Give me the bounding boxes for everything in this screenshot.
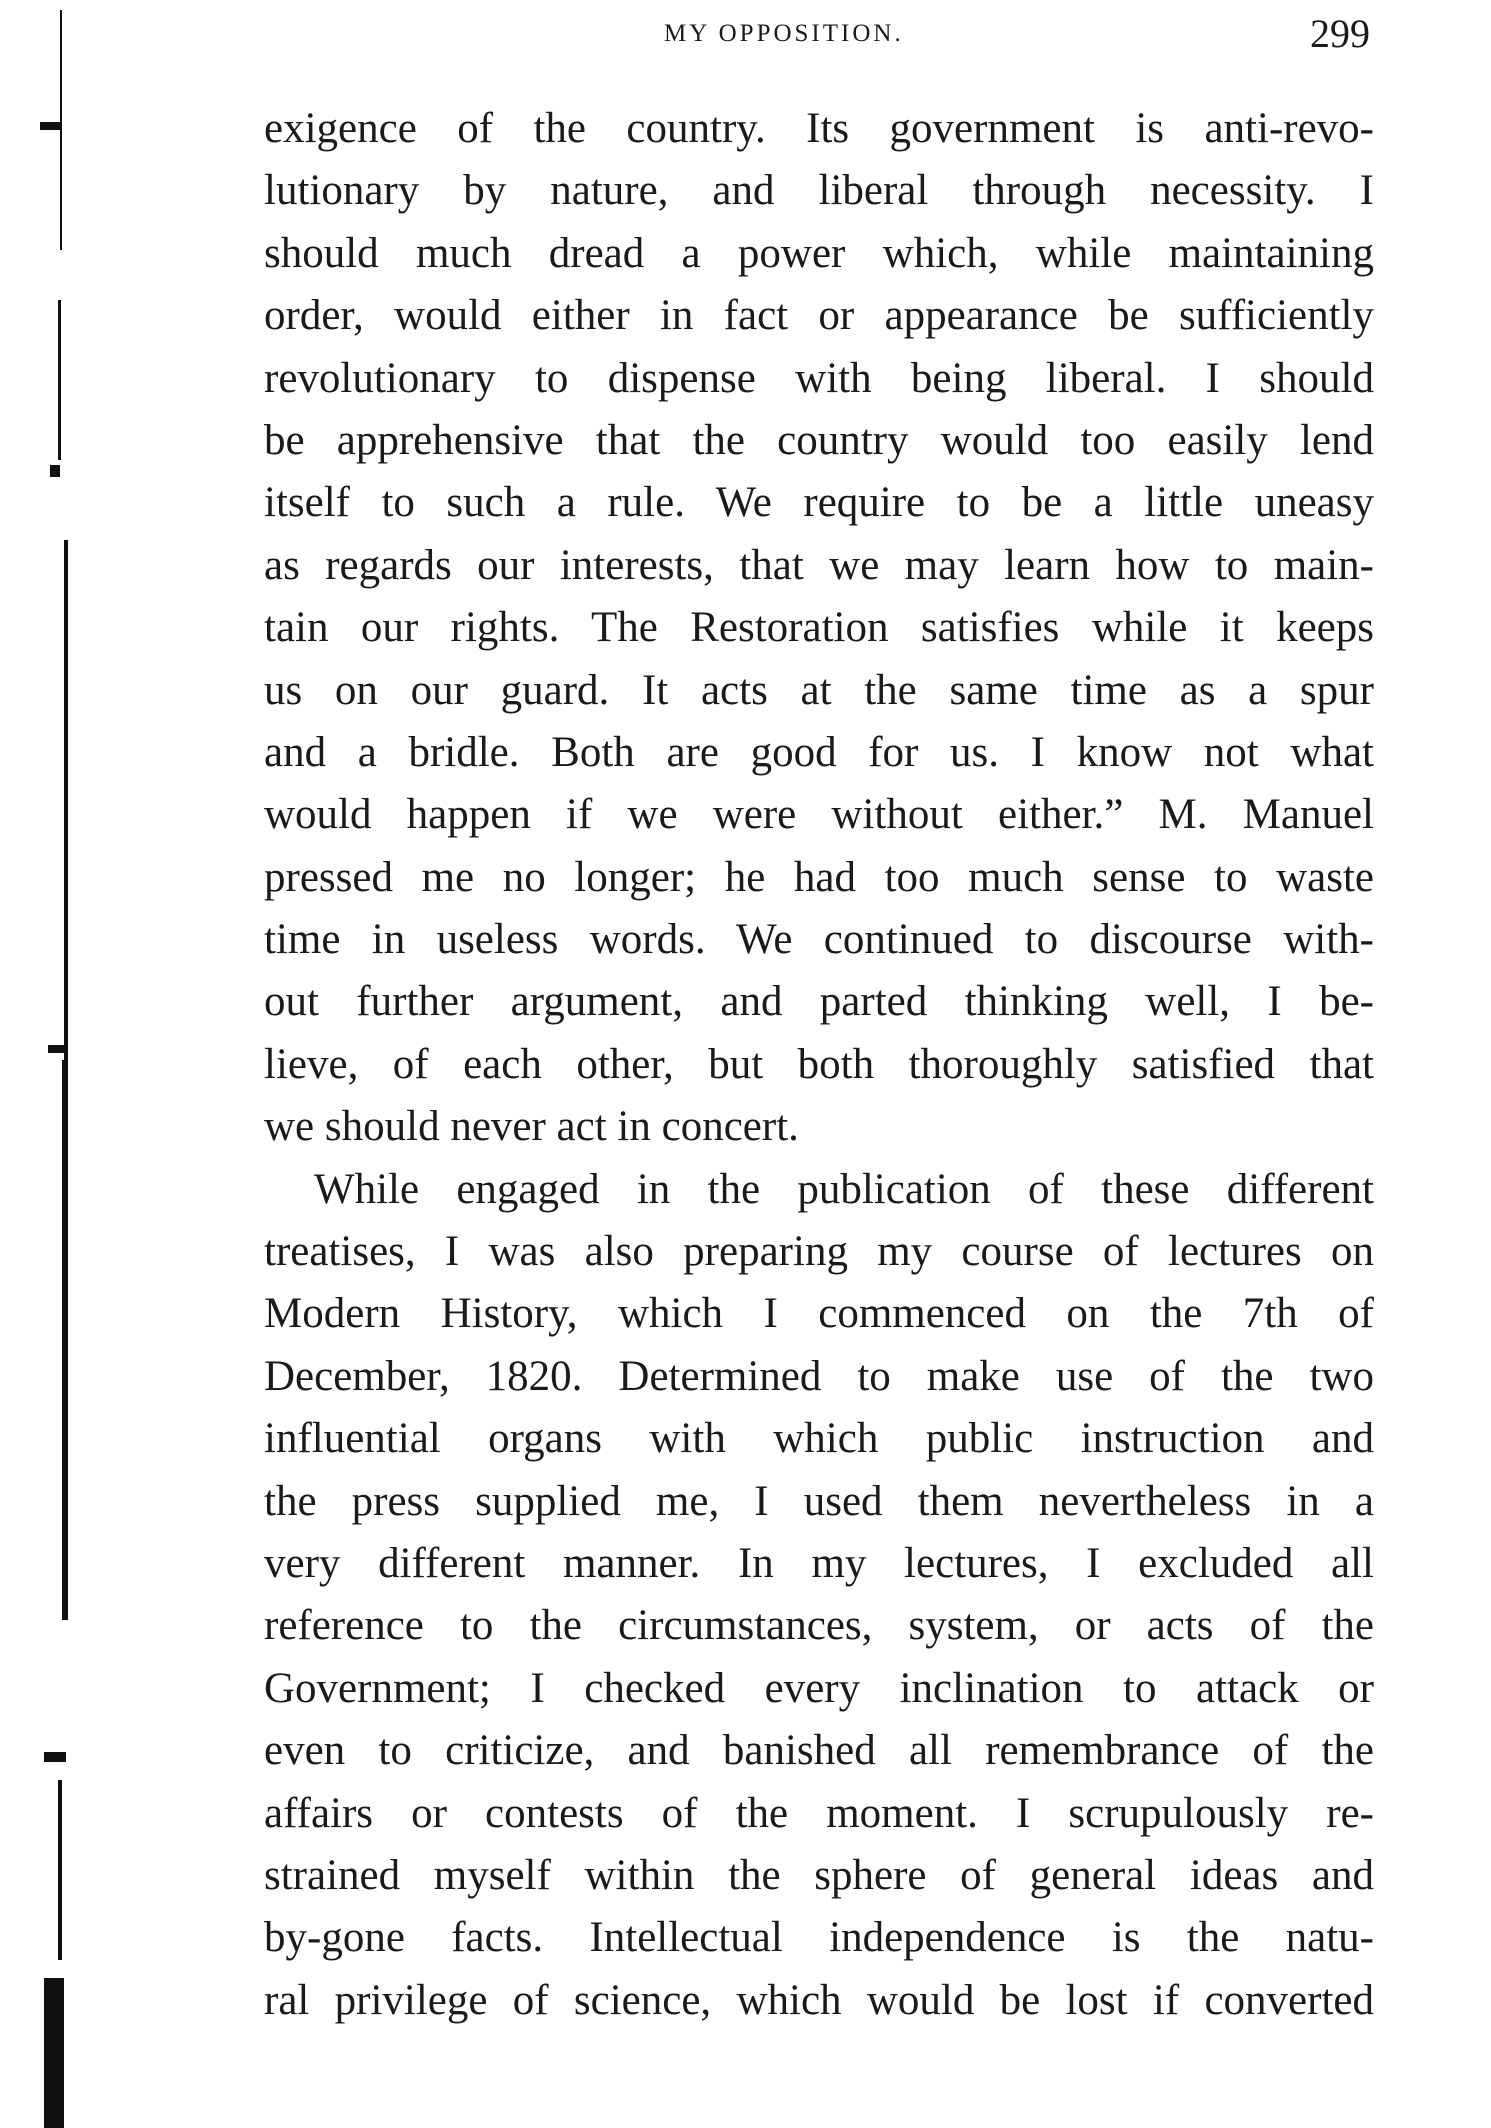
text-line: pressed me no longer; he had too much sense to waste bbox=[264, 853, 1374, 901]
running-title: MY OPPOSITION. bbox=[664, 20, 904, 47]
body-text bbox=[264, 98, 1374, 2032]
text-line: revolutionary to dispense with being liberal. I should bbox=[264, 354, 1374, 402]
text-line: very different manner. In my lectures, I excluded all bbox=[264, 1539, 1374, 1587]
binding-mark bbox=[44, 1752, 66, 1762]
text-line: order, would either in fact or appearance be sufficiently bbox=[264, 292, 1374, 340]
text-line: even to criticize, and banished all remembrance of the bbox=[264, 1727, 1374, 1775]
binding-edge bbox=[64, 540, 68, 1060]
binding-mark bbox=[44, 1978, 64, 2128]
text-line: treatises, I was also preparing my course of lectures on bbox=[264, 1228, 1374, 1276]
text-line: be apprehensive that the country would too easily lend bbox=[264, 416, 1374, 464]
binding-mark bbox=[50, 465, 60, 477]
binding-mark bbox=[48, 1045, 68, 1053]
binding-mark bbox=[40, 122, 60, 130]
text-line: us on our guard. It acts at the same time as a spur bbox=[264, 666, 1374, 714]
text-line: Government; I checked every inclination to attack or bbox=[264, 1664, 1374, 1712]
text-line: as regards our interests, that we may learn how to main- bbox=[264, 541, 1374, 589]
text-line: exigence of the country. Its government is anti-revo- bbox=[264, 105, 1374, 152]
text-line: strained myself within the sphere of general ideas and bbox=[264, 1851, 1374, 1899]
text-line: the press supplied me, I used them nevertheless in a bbox=[264, 1477, 1374, 1525]
text-line: tain our rights. The Restoration satisfies while it keeps bbox=[264, 604, 1374, 652]
text-line: out further argument, and parted thinking well, I be- bbox=[264, 978, 1374, 1026]
paragraph-end-line: we should never act in concert. bbox=[264, 1103, 799, 1151]
text-line: time in useless words. We continued to discourse with- bbox=[264, 916, 1374, 964]
text-line: December, 1820. Determined to make use of the two bbox=[264, 1352, 1374, 1400]
text-line: itself to such a rule. We require to be a little uneasy bbox=[264, 479, 1374, 527]
text-line: Modern History, which I commenced on the 7th of bbox=[264, 1290, 1374, 1338]
binding-edge bbox=[58, 300, 61, 460]
text-line: should much dread a power which, while maintaining bbox=[264, 229, 1374, 277]
paragraph-start-line: While engaged in the publication of these different bbox=[314, 1165, 1374, 1213]
text-line: would happen if we were without either.” M. Manuel bbox=[264, 791, 1374, 839]
text-line: affairs or contests of the moment. I scrupulously re- bbox=[264, 1789, 1374, 1837]
text-line: influential organs with which public instruction and bbox=[264, 1415, 1374, 1463]
binding-edge bbox=[58, 1780, 62, 1960]
binding-edge bbox=[60, 10, 62, 250]
page-number: 299 bbox=[1310, 11, 1370, 56]
binding-edge bbox=[62, 1060, 68, 1620]
text-line: by-gone facts. Intellectual independence is the natu- bbox=[264, 1914, 1374, 1962]
running-head bbox=[264, 10, 1374, 56]
text-line: reference to the circumstances, system, or acts of the bbox=[264, 1602, 1374, 1650]
text-line: lieve, of each other, but both thoroughly satisfied that bbox=[264, 1040, 1374, 1088]
text-line: lutionary by nature, and liberal through necessity. I bbox=[264, 167, 1374, 215]
text-line: ral privilege of science, which would be lost if converted bbox=[264, 1976, 1374, 2024]
text-line: and a bridle. Both are good for us. I know not what bbox=[264, 728, 1374, 776]
